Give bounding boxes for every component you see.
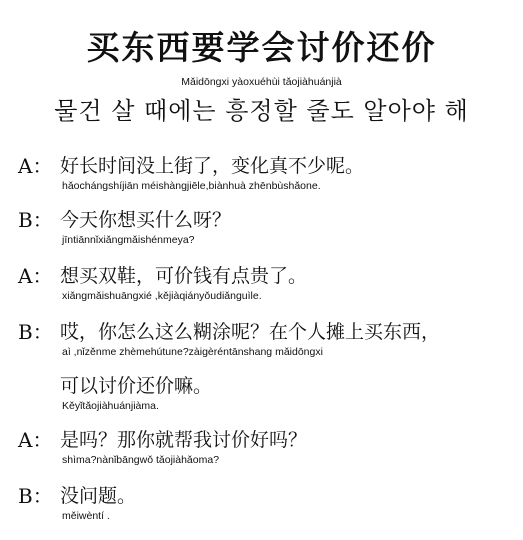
korean-title: 물건 살 때에는 흥정할 줄도 알아야 해 (54, 97, 469, 125)
dialogue-line: 没问题。 (60, 485, 137, 507)
speaker-label: B： (18, 320, 53, 344)
dialogue-pinyin: shìma?nànǐbāngwǒ tǎojiàhǎoma? (62, 454, 220, 466)
speaker-label: B： (18, 484, 53, 508)
dialogue-line: 好长时间没上街了，变化真不少呢。 (60, 155, 365, 177)
speaker-label: A： (18, 428, 53, 452)
dialogue-line: 今天你想买什么呀？ (60, 209, 232, 231)
dialogue-line: 是吗？那你就帮我讨价好吗？ (60, 429, 308, 451)
speaker-label: B： (18, 208, 53, 232)
dialogue-line: 想买双鞋，可价钱有点贵了。 (60, 265, 308, 287)
dialogue-pinyin: xiǎngmǎishuāngxié ,kějiàqiányǒudiǎnguìle. (62, 290, 262, 302)
speaker-label: A： (18, 264, 53, 288)
dialogue-line-continued: 可以讨价还价嘛。 (60, 375, 213, 397)
dialogue-pinyin: jīntiānnǐxiǎngmǎishénmeya? (62, 234, 195, 246)
dialogue-pinyin: hǎochángshíjiān méishàngjiēle,biànhuà zhēnbùshǎone. (62, 180, 321, 192)
dialogue-pinyin-continued: Kěyǐtǎojiàhuánjiàma. (62, 400, 159, 412)
dialogue-pinyin: aì ,nǐzěnme zhèmehútune?zàigèréntānshang mǎidōngxi (62, 346, 323, 358)
speaker-label: A： (18, 154, 53, 178)
dialogue-line: 哎，你怎么这么糊涂呢？在个人摊上买东西， (60, 321, 441, 343)
page-title: 买东西要学会讨价还价 (86, 28, 437, 67)
dialogue-pinyin: měiwèntí . (62, 510, 110, 522)
title-pinyin: Mǎidōngxi yàoxuéhùi tǎojiàhuánjià (181, 76, 342, 88)
